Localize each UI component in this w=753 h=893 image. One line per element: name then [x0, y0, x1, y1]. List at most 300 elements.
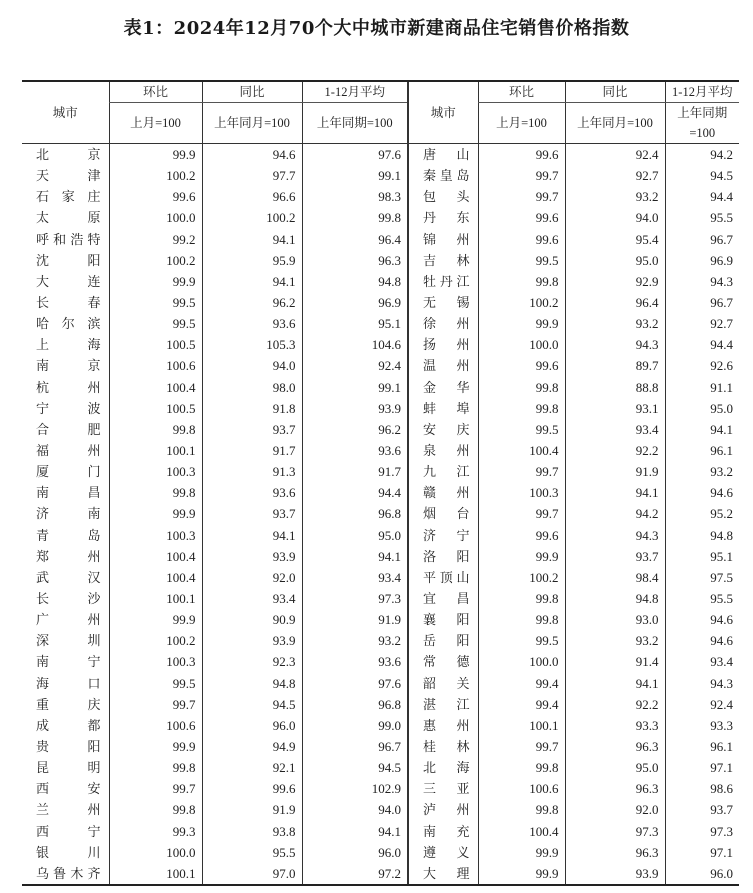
mom-value: 100.4	[478, 440, 565, 461]
city-name	[22, 313, 109, 334]
table-row	[22, 736, 739, 757]
avg-value: 94.1	[302, 546, 408, 567]
city-name	[408, 525, 478, 546]
city-label: 南 宁	[36, 654, 101, 670]
yoy-value: 96.2	[202, 292, 302, 313]
city-name	[22, 482, 109, 503]
city-label: 锦 州	[423, 231, 470, 247]
mom-value: 100.3	[109, 461, 202, 482]
mom-value: 99.7	[478, 186, 565, 207]
city-label: 合 肥	[36, 421, 101, 437]
mom-value: 99.4	[478, 673, 565, 694]
yoy-value: 94.2	[565, 503, 665, 524]
mom-value: 100.2	[478, 567, 565, 588]
avg-value: 97.1	[665, 757, 739, 778]
avg-value: 93.2	[302, 630, 408, 651]
city-name	[408, 377, 478, 398]
city-name	[408, 482, 478, 503]
avg-value: 95.5	[665, 588, 739, 609]
yoy-value: 89.7	[565, 355, 665, 376]
mom-value: 99.5	[478, 630, 565, 651]
yoy-value: 93.6	[202, 482, 302, 503]
mom-base-right: 上月=100	[478, 103, 565, 144]
yoy-value: 93.6	[202, 313, 302, 334]
city-label: 重 庆	[36, 696, 101, 712]
city-label: 惠 州	[423, 717, 470, 733]
avg-value: 96.9	[302, 292, 408, 313]
city-name	[22, 292, 109, 313]
yoy-value: 94.8	[565, 588, 665, 609]
city-label: 西 安	[36, 781, 101, 797]
mom-value: 99.9	[109, 736, 202, 757]
avg-value: 94.3	[665, 673, 739, 694]
city-label: 秦 皇 岛	[423, 168, 470, 184]
yoy-value: 92.4	[565, 144, 665, 166]
city-name	[22, 778, 109, 799]
mom-value: 99.6	[109, 186, 202, 207]
avg-value: 93.2	[665, 461, 739, 482]
yoy-value: 97.0	[202, 863, 302, 885]
city-label: 太 原	[36, 210, 101, 226]
yoy-value: 94.6	[202, 144, 302, 166]
city-label: 遵 义	[423, 844, 470, 860]
city-label: 厦 门	[36, 464, 101, 480]
table-row	[22, 165, 739, 186]
avg-value: 95.0	[302, 525, 408, 546]
city-name	[22, 525, 109, 546]
table-row	[22, 525, 739, 546]
mom-value: 99.9	[109, 503, 202, 524]
mom-value: 99.8	[478, 588, 565, 609]
yoy-base-right: 上年同月=100	[565, 103, 665, 144]
avg-value: 96.8	[302, 694, 408, 715]
avg-value: 97.3	[302, 588, 408, 609]
city-name	[408, 778, 478, 799]
yoy-value: 91.9	[565, 461, 665, 482]
city-name	[408, 503, 478, 524]
city-name	[22, 673, 109, 694]
city-label: 银 川	[36, 844, 101, 860]
city-name	[22, 165, 109, 186]
table-row	[22, 651, 739, 672]
city-name	[22, 630, 109, 651]
mom-value: 100.4	[478, 821, 565, 842]
yoy-value: 91.8	[202, 398, 302, 419]
mom-value: 99.6	[478, 525, 565, 546]
city-label: 哈 尔 滨	[36, 316, 101, 332]
yoy-value: 94.5	[202, 694, 302, 715]
table-row	[22, 588, 739, 609]
table-row	[22, 419, 739, 440]
yoy-value: 91.3	[202, 461, 302, 482]
yoy-value: 94.1	[202, 525, 302, 546]
yoy-value: 96.3	[565, 842, 665, 863]
city-name	[408, 630, 478, 651]
avg-value: 104.6	[302, 334, 408, 355]
table-row	[22, 271, 739, 292]
city-label: 泉 州	[423, 443, 470, 459]
city-name	[22, 250, 109, 271]
avg-value: 91.7	[302, 461, 408, 482]
table-row	[22, 186, 739, 207]
table-row	[22, 567, 739, 588]
mom-value: 99.9	[109, 144, 202, 166]
yoy-value: 92.2	[565, 440, 665, 461]
mom-value: 100.4	[109, 567, 202, 588]
avg-value: 94.4	[665, 334, 739, 355]
avg-value: 97.2	[302, 863, 408, 885]
city-label: 平 顶 山	[423, 569, 470, 585]
avg-value: 94.1	[665, 419, 739, 440]
avg-value: 94.4	[665, 186, 739, 207]
yoy-value: 90.9	[202, 609, 302, 630]
city-name	[22, 419, 109, 440]
table-row	[22, 503, 739, 524]
yoy-value: 96.4	[565, 292, 665, 313]
avg-value: 92.6	[665, 355, 739, 376]
mom-value: 100.3	[109, 651, 202, 672]
yoy-value: 94.0	[202, 355, 302, 376]
table-row	[22, 440, 739, 461]
yoy-value: 88.8	[565, 377, 665, 398]
avg-value: 96.1	[665, 440, 739, 461]
city-name	[408, 271, 478, 292]
mom-value: 100.1	[109, 588, 202, 609]
city-label: 宜 昌	[423, 591, 470, 607]
city-name	[408, 736, 478, 757]
mom-value: 99.7	[478, 736, 565, 757]
yoy-value: 100.2	[202, 207, 302, 228]
table-row	[22, 482, 739, 503]
mom-value: 99.9	[109, 609, 202, 630]
mom-value: 99.8	[478, 271, 565, 292]
mom-value: 99.8	[478, 799, 565, 820]
yoy-value: 92.1	[202, 757, 302, 778]
mom-value: 100.0	[109, 207, 202, 228]
city-label: 石 家 庄	[36, 189, 101, 205]
mom-value: 99.9	[478, 863, 565, 885]
yoy-value: 93.9	[202, 630, 302, 651]
price-index-table	[22, 80, 739, 886]
city-name	[408, 673, 478, 694]
city-label: 洛 阳	[423, 548, 470, 564]
city-label: 韶 关	[423, 675, 470, 691]
mom-value: 100.2	[109, 165, 202, 186]
mom-value: 99.5	[478, 250, 565, 271]
city-name	[408, 694, 478, 715]
avg-value: 97.3	[665, 821, 739, 842]
avg-value: 97.1	[665, 842, 739, 863]
city-name	[22, 799, 109, 820]
mom-value: 99.5	[109, 292, 202, 313]
city-name	[22, 715, 109, 736]
table-row	[22, 863, 739, 885]
yoy-value: 91.7	[202, 440, 302, 461]
avg-value: 96.8	[302, 503, 408, 524]
yoy-value: 105.3	[202, 334, 302, 355]
city-name	[408, 355, 478, 376]
city-label: 宁 波	[36, 400, 101, 416]
city-name	[408, 609, 478, 630]
city-name	[22, 609, 109, 630]
city-label: 大 连	[36, 273, 101, 289]
city-name	[22, 588, 109, 609]
yoy-value: 91.9	[202, 799, 302, 820]
yoy-value: 93.4	[565, 419, 665, 440]
yoy-value: 93.1	[565, 398, 665, 419]
yoy-value: 92.2	[565, 694, 665, 715]
city-label: 徐 州	[423, 316, 470, 332]
city-label: 常 德	[423, 654, 470, 670]
avg-value: 93.9	[302, 398, 408, 419]
city-header-left: 城市	[22, 81, 109, 144]
city-name	[408, 186, 478, 207]
city-name	[22, 229, 109, 250]
avg-value: 94.5	[302, 757, 408, 778]
avg-value: 93.3	[665, 715, 739, 736]
city-label: 温 州	[423, 358, 470, 374]
yoy-value: 92.7	[565, 165, 665, 186]
avg-value: 94.8	[665, 525, 739, 546]
mom-value: 100.0	[109, 842, 202, 863]
city-name	[22, 546, 109, 567]
city-name	[22, 377, 109, 398]
avg-value: 96.7	[665, 292, 739, 313]
city-name	[22, 398, 109, 419]
avg-value: 94.5	[665, 165, 739, 186]
city-name	[408, 863, 478, 885]
avg-value: 91.9	[302, 609, 408, 630]
city-label: 三 亚	[423, 781, 470, 797]
avg-value: 95.2	[665, 503, 739, 524]
city-name	[22, 567, 109, 588]
table-header	[22, 81, 739, 144]
mom-value: 99.2	[109, 229, 202, 250]
mom-value: 99.6	[478, 355, 565, 376]
mom-value: 99.8	[109, 419, 202, 440]
city-label: 包 头	[423, 189, 470, 205]
yoy-value: 97.3	[565, 821, 665, 842]
city-label: 湛 江	[423, 696, 470, 712]
mom-value: 99.6	[478, 207, 565, 228]
city-name	[408, 821, 478, 842]
avg-value: 94.8	[302, 271, 408, 292]
mom-value: 100.0	[478, 651, 565, 672]
city-name	[408, 398, 478, 419]
city-label: 南 京	[36, 358, 101, 374]
mom-base-left: 上月=100	[109, 103, 202, 144]
city-label: 济 宁	[423, 527, 470, 543]
city-label: 郑 州	[36, 548, 101, 564]
mom-value: 99.7	[109, 778, 202, 799]
avg-value: 96.1	[665, 736, 739, 757]
city-name	[22, 144, 109, 166]
table-row	[22, 799, 739, 820]
avg-value: 91.1	[665, 377, 739, 398]
city-label: 广 州	[36, 612, 101, 628]
avg-value: 96.2	[302, 419, 408, 440]
mom-value: 99.7	[478, 503, 565, 524]
yoy-value: 93.2	[565, 313, 665, 334]
city-label: 上 海	[36, 337, 101, 353]
table-row	[22, 673, 739, 694]
yoy-value: 93.7	[202, 419, 302, 440]
city-label: 青 岛	[36, 527, 101, 543]
city-name	[408, 567, 478, 588]
city-name	[22, 736, 109, 757]
mom-value: 100.6	[109, 355, 202, 376]
avg-value: 97.5	[665, 567, 739, 588]
city-name	[408, 715, 478, 736]
city-label: 乌 鲁 木 齐	[36, 865, 101, 881]
avg-value: 99.8	[302, 207, 408, 228]
city-name	[22, 757, 109, 778]
city-label: 武 汉	[36, 569, 101, 585]
yoy-base-left: 上年同月=100	[202, 103, 302, 144]
table-row	[22, 250, 739, 271]
mom-value: 99.4	[478, 694, 565, 715]
avg-value: 95.1	[665, 546, 739, 567]
avg-value: 94.0	[302, 799, 408, 820]
avg-value: 97.6	[302, 673, 408, 694]
avg-value: 93.6	[302, 651, 408, 672]
city-label: 长 春	[36, 295, 101, 311]
avg-value: 93.7	[665, 799, 739, 820]
table-row	[22, 398, 739, 419]
yoy-value: 92.0	[565, 799, 665, 820]
yoy-value: 93.2	[565, 186, 665, 207]
table-row	[22, 334, 739, 355]
mom-value: 100.6	[478, 778, 565, 799]
city-name	[408, 229, 478, 250]
table-row	[22, 292, 739, 313]
yoy-value: 91.4	[565, 651, 665, 672]
avg-value: 95.0	[665, 398, 739, 419]
table-row	[22, 842, 739, 863]
city-name	[408, 292, 478, 313]
city-label: 金 华	[423, 379, 470, 395]
city-name	[22, 651, 109, 672]
city-name	[408, 313, 478, 334]
yoy-value: 98.4	[565, 567, 665, 588]
table-row	[22, 313, 739, 334]
yoy-value: 94.1	[565, 673, 665, 694]
city-label: 桂 林	[423, 739, 470, 754]
city-label: 安 庆	[423, 421, 470, 437]
mom-value: 99.7	[478, 165, 565, 186]
avg-value: 99.1	[302, 377, 408, 398]
yoy-value: 94.1	[202, 271, 302, 292]
mom-value: 100.0	[478, 334, 565, 355]
table-row	[22, 715, 739, 736]
city-label: 北 海	[423, 760, 470, 776]
city-name	[22, 842, 109, 863]
yoy-header-left: 同比	[202, 81, 302, 103]
city-name	[22, 503, 109, 524]
yoy-value: 96.0	[202, 715, 302, 736]
mom-value: 99.8	[478, 757, 565, 778]
yoy-value: 93.8	[202, 821, 302, 842]
yoy-value: 96.3	[565, 736, 665, 757]
avg-value: 96.0	[302, 842, 408, 863]
table-row	[22, 207, 739, 228]
yoy-value: 98.0	[202, 377, 302, 398]
yoy-header-right: 同比	[565, 81, 665, 103]
yoy-value: 92.0	[202, 567, 302, 588]
city-name	[408, 546, 478, 567]
city-label: 兰 州	[36, 802, 101, 818]
avg-value: 98.6	[665, 778, 739, 799]
avg-value: 96.0	[665, 863, 739, 885]
yoy-value: 96.6	[202, 186, 302, 207]
mom-value: 99.5	[109, 673, 202, 694]
avg-value: 94.3	[665, 271, 739, 292]
city-name	[22, 440, 109, 461]
city-label: 西 宁	[36, 823, 101, 839]
yoy-value: 95.9	[202, 250, 302, 271]
yoy-value: 95.0	[565, 250, 665, 271]
table-row	[22, 630, 739, 651]
avg-base-left: 上年同期=100	[302, 103, 408, 144]
yoy-value: 95.5	[202, 842, 302, 863]
mom-value: 100.1	[109, 863, 202, 885]
mom-value: 100.4	[109, 546, 202, 567]
table-row	[22, 778, 739, 799]
city-label: 成 都	[36, 717, 101, 733]
city-name	[408, 165, 478, 186]
city-label: 济 南	[36, 506, 101, 522]
city-name	[22, 334, 109, 355]
city-name	[408, 588, 478, 609]
avg-value: 94.4	[302, 482, 408, 503]
table-row	[22, 609, 739, 630]
table-row	[22, 229, 739, 250]
avg-value: 93.6	[302, 440, 408, 461]
mom-header-right: 环比	[478, 81, 565, 103]
mom-value: 99.8	[109, 799, 202, 820]
city-name	[408, 799, 478, 820]
city-header-right: 城市	[408, 81, 478, 144]
city-label: 福 州	[36, 443, 101, 459]
avg-value: 93.4	[665, 651, 739, 672]
mom-value: 100.1	[478, 715, 565, 736]
city-label: 沈 阳	[36, 252, 101, 268]
city-label: 南 充	[423, 823, 470, 839]
yoy-value: 93.4	[202, 588, 302, 609]
mom-value: 99.8	[478, 609, 565, 630]
mom-value: 100.2	[109, 250, 202, 271]
mom-value: 99.5	[109, 313, 202, 334]
yoy-value: 95.0	[565, 757, 665, 778]
yoy-value: 94.3	[565, 525, 665, 546]
table-row	[22, 546, 739, 567]
city-label: 丹 东	[423, 210, 470, 226]
city-label: 牡 丹 江	[423, 273, 470, 289]
avg-value: 94.2	[665, 144, 739, 166]
mom-value: 100.2	[109, 630, 202, 651]
city-name	[408, 419, 478, 440]
mom-value: 100.5	[109, 398, 202, 419]
city-label: 北 京	[36, 147, 101, 163]
mom-value: 99.8	[478, 377, 565, 398]
city-label: 天 津	[36, 168, 101, 184]
mom-value: 99.9	[109, 271, 202, 292]
mom-value: 99.3	[109, 821, 202, 842]
yoy-value: 95.4	[565, 229, 665, 250]
city-name	[22, 186, 109, 207]
city-label: 贵 阳	[36, 739, 101, 754]
avg-value: 92.4	[665, 694, 739, 715]
